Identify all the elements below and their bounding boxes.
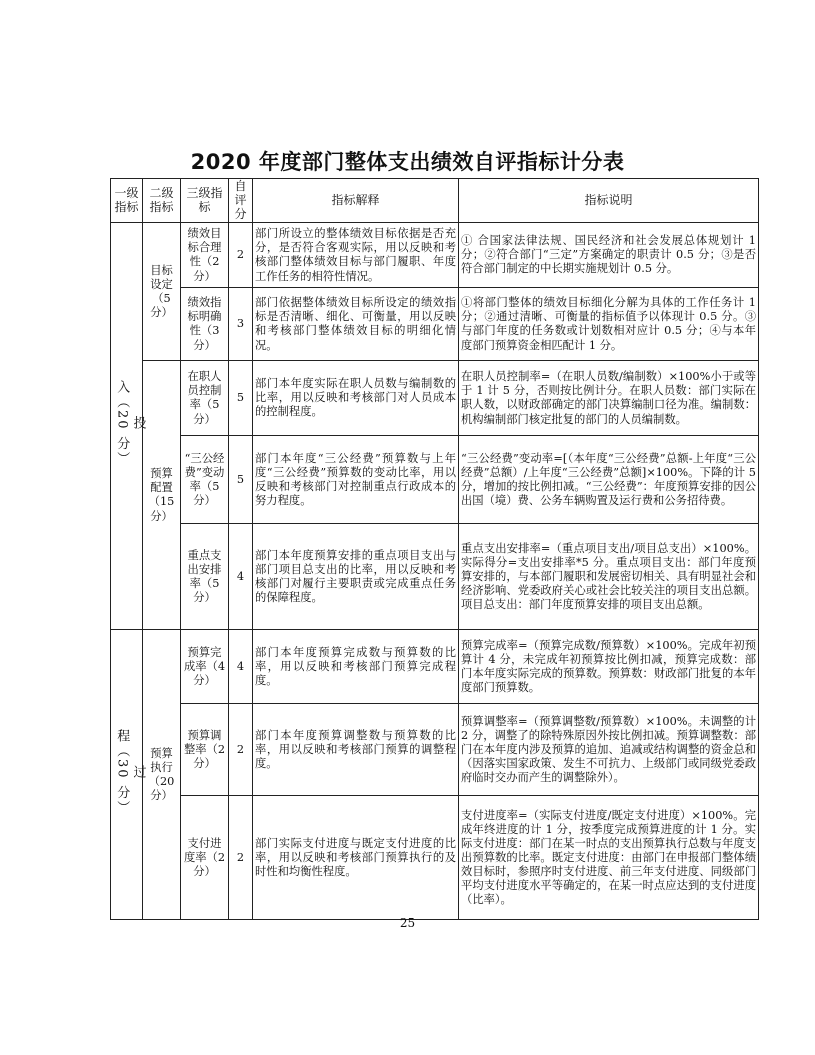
level3-cell: “三公经费”变动率（5分） (181, 436, 229, 524)
score-cell: 4 (229, 524, 253, 630)
explanation-cell: 部门本年度预算完成数与预算数的比率，用以反映和考核部门预算完成程度。 (253, 630, 459, 704)
level1-label-bottom: 程（30 分） (114, 728, 130, 816)
table-row (111, 704, 759, 796)
description-cell: 在职人员控制率=（在职人员数/编制数）×100%小于或等于 1 计 5 分，否则按比例计分。在职人员数：部门实际在职人数，以财政部确定的部门决算编制口径为准。编制数：机构编制部门核定批复的部门的人员编制数。 (459, 361, 759, 436)
table-row (111, 288, 759, 361)
explanation-cell: 部门本年度预算调整数与预算数的比率，用以反映和考核部门预算的调整程度。 (253, 704, 459, 796)
level1-label-top: 投 (130, 416, 146, 432)
header-level2: 二级指标 (143, 179, 181, 223)
description-cell: ① 合国家法律法规、国民经济和社会发展总体规划计 1 分；②符合部门“三定”方案确定的职责计 0.5 分；③是否符合部门制定的中长期实施规划计 0.5 分。 (459, 223, 759, 288)
score-cell: 5 (229, 361, 253, 436)
explanation-cell: 部门实际支付进度与既定支付进度的比率，用以反映和考核部门预算执行的及时性和均衡性程度。 (253, 796, 459, 920)
level3-cell: 预算调整率（2分） (181, 704, 229, 796)
explanation-cell: 部门本年度实际在职人员数与编制数的比率，用以反映和考核部门对人员成本的控制程度。 (253, 361, 459, 436)
table-row (111, 630, 759, 704)
level2-cell: 目标设定（5分） (143, 223, 181, 361)
header-score: 自评分 (229, 179, 253, 223)
table-row (111, 524, 759, 630)
explanation-cell: 部门本年度预算安排的重点项目支出与部门项目总支出的比率，用以反映和考核部门对履行主要职责或完成重点任务的保障程度。 (253, 524, 459, 630)
page-title: 2020 年度部门整体支出绩效自评指标计分表 (190, 150, 625, 174)
level3-cell: 在职人员控制率（5分） (181, 361, 229, 436)
description-cell: 重点支出安排率=（重点项目支出/项目总支出）×100%。实际得分=支出安排率*5 分。重点项目支出：部门年度预算安排的，与本部门履职和发展密切相关、具有明显社会和经济影响、党委政府关心或社会比较关注的项目支出总额。项目总支出：部门年度预算安排的项目支出总额。 (459, 524, 759, 630)
explanation-cell: 部门依据整体绩效目标所设定的绩效指标是否清晰、细化、可衡量，用以反映和考核部门整体绩效目标的明细化情况。 (253, 288, 459, 361)
page-number: 25 (399, 916, 416, 930)
score-cell: 2 (229, 223, 253, 288)
explanation-cell: 部门本年度“三公经费”预算数与上年度“三公经费”预算数的变动比率，用以反映和考核部门对控制重点行政成本的努力程度。 (253, 436, 459, 524)
level3-cell: 重点支出安排率（5分） (181, 524, 229, 630)
table-row (111, 361, 759, 436)
description-cell: 预算完成率=（预算完成数/预算数）×100%。完成年初预算计 4 分，未完成年初预算按比例扣减，预算完成数：部门本年度实际完成的预算数。预算数：财政部门批复的本年度部门预算数。 (459, 630, 759, 704)
description-cell: “三公经费”变动率=[（本年度“三公经费”总额-上年度“三公经费”总额）/上年度“三公经费”总额]×100%。下降的计 5 分，增加的按比例扣减。“三公经费”：年度预算安排的因公出国（境）费、公务车辆购置及运行费和公务招待费。 (459, 436, 759, 524)
level2-cell: 预算执行（20分） (143, 630, 181, 920)
level3-cell: 绩效指标明确性（3分） (181, 288, 229, 361)
score-cell: 3 (229, 288, 253, 361)
header-level1: 一级指标 (111, 179, 143, 223)
table-row (111, 223, 759, 288)
level1-label-top: 过 (130, 764, 146, 780)
level3-cell: 支付进度率（2分） (181, 796, 229, 920)
score-cell: 5 (229, 436, 253, 524)
header-level3: 三级指标 (181, 179, 229, 223)
level3-cell: 预算完成率（4分） (181, 630, 229, 704)
level1-cell-input (111, 223, 146, 630)
score-cell: 2 (229, 796, 253, 920)
level1-cell-process (111, 630, 146, 920)
table-header-row (111, 179, 759, 223)
table-row (111, 796, 759, 920)
score-cell: 2 (229, 704, 253, 796)
header-description: 指标说明 (459, 179, 759, 223)
table-row (111, 436, 759, 524)
header-explanation: 指标解释 (253, 179, 459, 223)
level1-label-bottom: 入（20 分） (114, 380, 130, 468)
description-cell: 支付进度率=（实际支付进度/既定支付进度）×100%。完成年终进度的计 1 分，按季度完成预算进度的计 1 分。实际支付进度：部门在某一时点的支出预算执行总数与年度支出预算数的比率。既定支付进度：由部门在申报部门整体绩效目标时，参照序时支付进度、前三年支付进度、同级部门平均支付进度水平等确定的，在某一时点应达到的支付进度（比率）。 (459, 796, 759, 920)
score-cell: 4 (229, 630, 253, 704)
level3-cell: 绩效目标合理性（2分） (181, 223, 229, 288)
description-cell: 预算调整率=（预算调整数/预算数）×100%。未调整的计 2 分，调整了的除特殊原因外按比例扣减。预算调整数：部门在本年度内涉及预算的追加、追减或结构调整的资金总和（因落实国家政策、发生不可抗力、上级部门或同级党委政府临时交办而产生的调整除外）。 (459, 704, 759, 796)
explanation-cell: 部门所设立的整体绩效目标依据是否充分，是否符合客观实际，用以反映和考核部门整体绩效目标与部门履职、年度工作任务的相符性情况。 (253, 223, 459, 288)
level2-cell: 预算配置（15分） (143, 361, 181, 630)
indicator-score-table (110, 178, 759, 920)
description-cell: ①将部门整体的绩效目标细化分解为具体的工作任务计 1 分；②通过清晰、可衡量的指标值予以体现计 0.5 分。③与部门年度的任务数或计划数相对应计 0.5 分；④与本年度部门预算资金相匹配计 1 分。 (459, 288, 759, 361)
